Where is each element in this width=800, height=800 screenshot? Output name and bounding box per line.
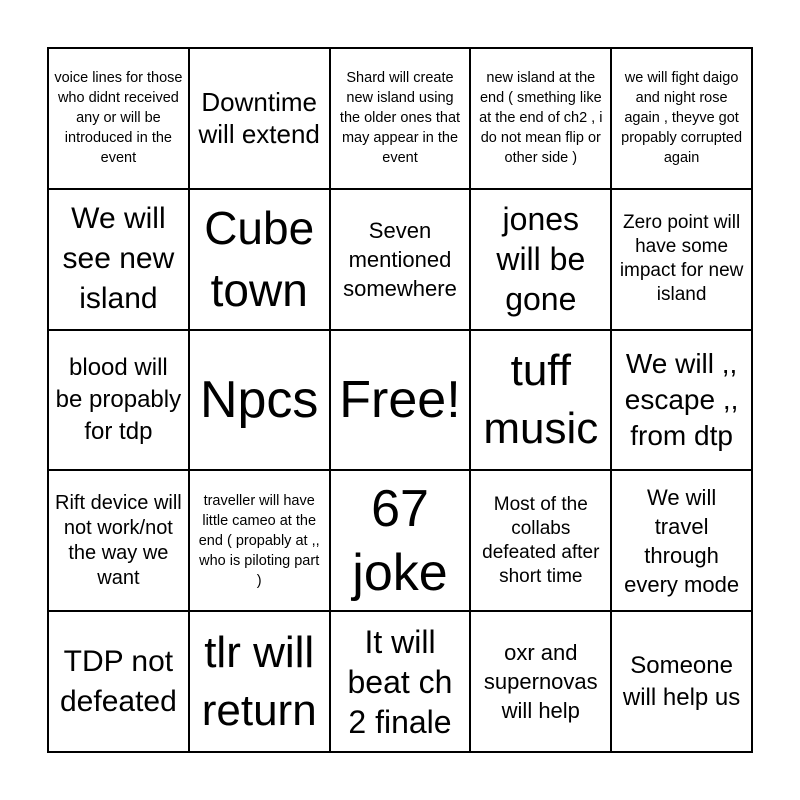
bingo-cell[interactable]: [189, 330, 330, 471]
bingo-cell-text: Downtime will extend: [198, 87, 320, 150]
bingo-cell[interactable]: [48, 470, 189, 611]
bingo-cell-text: Zero point will have some impact for new island: [619, 212, 744, 306]
bingo-cell[interactable]: [48, 611, 189, 752]
bingo-cell[interactable]: [611, 330, 752, 471]
bingo-cell-text: jones will be gone: [496, 201, 586, 318]
bingo-card: [47, 47, 753, 753]
bingo-cell-text: We will ,, escape ,, from dtp: [624, 347, 739, 451]
bingo-cell-text: we will fight daigo and night rose again , theyve got propably corrupted again: [621, 70, 743, 167]
bingo-cell-text: tlr will return: [201, 627, 317, 735]
bingo-cell-text: Someone will help us: [622, 651, 741, 711]
bingo-cell-text: Most of the collabs defeated after short time: [482, 493, 600, 587]
bingo-cell[interactable]: [48, 330, 189, 471]
bingo-cell[interactable]: [611, 611, 752, 752]
bingo-cell-text: Rift device will not work/not the way we want: [55, 491, 182, 589]
bingo-cell-text: 67 joke: [352, 479, 448, 602]
bingo-cell-text: traveller will have little cameo at the end ( propably at ,, who is piloting part ): [198, 492, 320, 589]
bingo-cell[interactable]: [470, 611, 611, 752]
bingo-cell-text: oxr and supernovas will help: [483, 640, 598, 724]
bingo-cell[interactable]: [470, 330, 611, 471]
free-space-cell[interactable]: [330, 330, 471, 471]
bingo-cell[interactable]: [611, 48, 752, 189]
bingo-cell-text: It will beat ch 2 finale: [347, 623, 453, 740]
bingo-cell[interactable]: [330, 611, 471, 752]
bingo-cell-text: Npcs: [199, 370, 319, 429]
bingo-cell[interactable]: [189, 48, 330, 189]
bingo-cell-text: Cube town: [204, 202, 315, 317]
free-space-text: Free!: [339, 370, 461, 429]
bingo-cell-text: Shard will create new island using the older ones that may appear in the event: [339, 70, 461, 167]
bingo-cell[interactable]: [330, 48, 471, 189]
bingo-cell[interactable]: [470, 470, 611, 611]
bingo-cell[interactable]: [48, 189, 189, 330]
bingo-cell-text: blood will be propably for tdp: [55, 353, 182, 445]
bingo-cell[interactable]: [611, 470, 752, 611]
bingo-cell[interactable]: [189, 470, 330, 611]
bingo-cell[interactable]: [48, 48, 189, 189]
bingo-cell-text: Seven mentioned somewhere: [343, 217, 457, 301]
bingo-cell[interactable]: [470, 48, 611, 189]
bingo-cell[interactable]: [330, 189, 471, 330]
bingo-cell[interactable]: [189, 189, 330, 330]
bingo-cell-text: We will see new island: [62, 202, 175, 316]
bingo-cell[interactable]: [189, 611, 330, 752]
bingo-cell-text: new island at the end ( smething like at the end of ch2 , i do not mean flip or other side ): [479, 70, 603, 167]
bingo-cell-text: We will travel through every mode: [624, 484, 740, 597]
bingo-cell-text: voice lines for those who didnt received any or will be introduced in the event: [54, 70, 183, 167]
bingo-cell-text: TDP not defeated: [60, 644, 177, 718]
bingo-cell[interactable]: [330, 470, 471, 611]
bingo-cell[interactable]: [611, 189, 752, 330]
bingo-cell-text: tuff music: [483, 345, 599, 453]
bingo-cell[interactable]: [470, 189, 611, 330]
